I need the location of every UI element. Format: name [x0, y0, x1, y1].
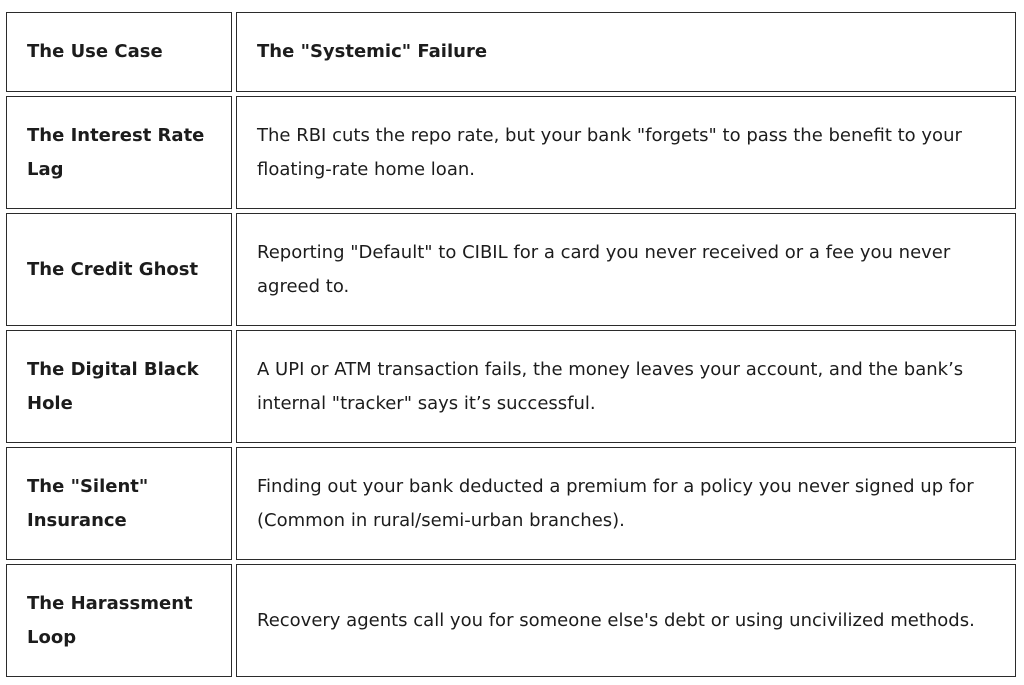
use-case-cell: The Interest Rate Lag	[6, 96, 232, 209]
table-row	[6, 96, 1016, 209]
table-row	[6, 447, 1016, 560]
failure-cell: Finding out your bank deducted a premium for a policy you never signed up for (Common in rural/semi-urban branches).	[236, 447, 1016, 560]
use-case-cell: The Digital Black Hole	[6, 330, 232, 443]
failure-cell: Recovery agents call you for someone else's debt or using uncivilized methods.	[236, 564, 1016, 677]
failure-cell: A UPI or ATM transaction fails, the money leaves your account, and the bank’s internal "tracker" says it’s successful.	[236, 330, 1016, 443]
use-case-table	[6, 12, 1016, 681]
header-use-case: The Use Case	[6, 12, 232, 92]
use-case-cell: The Credit Ghost	[6, 213, 232, 326]
use-case-cell: The Harassment Loop	[6, 564, 232, 677]
table-row	[6, 330, 1016, 443]
table-row	[6, 564, 1016, 677]
table-header-row	[6, 12, 1016, 92]
table-row	[6, 213, 1016, 326]
use-case-cell: The "Silent" Insurance	[6, 447, 232, 560]
header-failure: The "Systemic" Failure	[236, 12, 1016, 92]
failure-cell: The RBI cuts the repo rate, but your bank "forgets" to pass the benefit to your floating-rate home loan.	[236, 96, 1016, 209]
failure-cell: Reporting "Default" to CIBIL for a card you never received or a fee you never agreed to.	[236, 213, 1016, 326]
